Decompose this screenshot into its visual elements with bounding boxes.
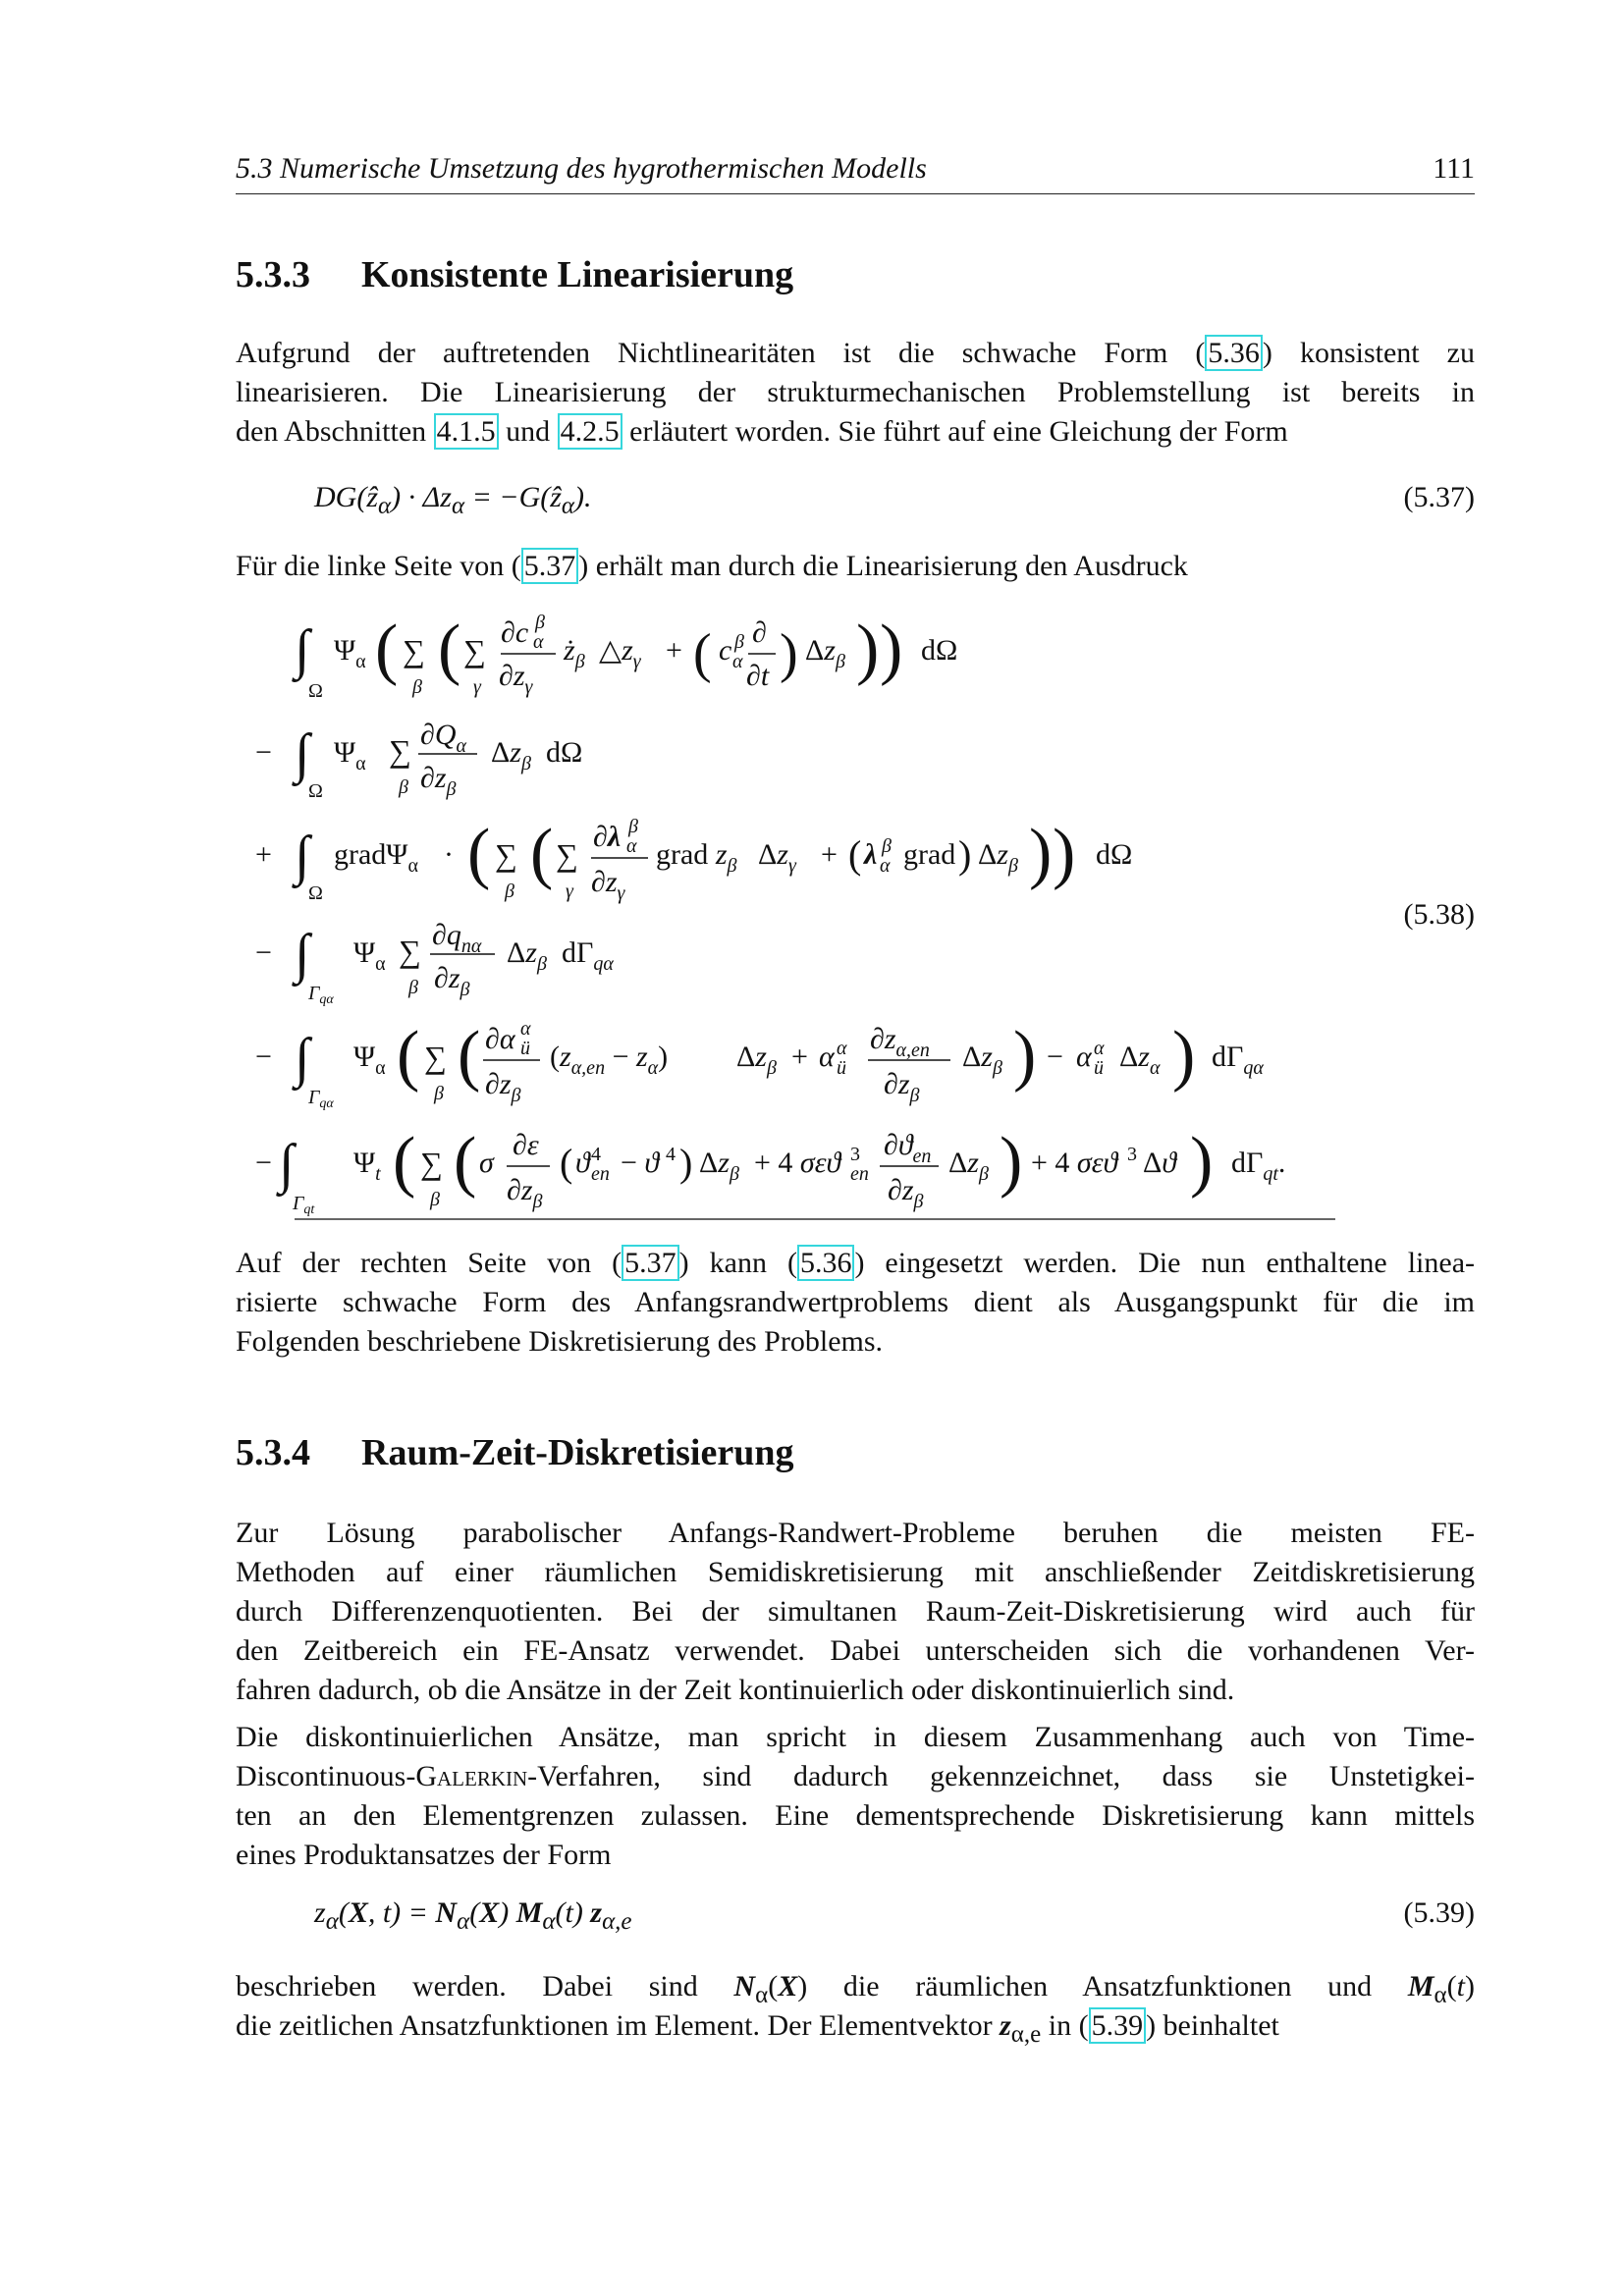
svg-text:(: ( — [393, 1124, 416, 1200]
svg-text:β: β — [430, 1189, 440, 1210]
text-line: die zeitlichen Ansatzfunktionen im Element. Der Elementvektor $z_{\alpha,e}$ in ( 5.39 ) beinhaltet — [236, 2009, 1279, 2048]
svg-text:+ 4 σεϑ: + 4 σεϑ — [1031, 1147, 1118, 1179]
svg-text:): ) — [856, 612, 880, 687]
svg-text:α: α — [732, 651, 743, 672]
section-number: 5.3.4 — [236, 1432, 310, 1473]
svg-text:∫: ∫ — [295, 826, 310, 886]
text-line: Aufgrund der auftretenden Nichtlinearitäten ist die schwache Form ( 5.36 ) konsistent zu — [236, 337, 1475, 369]
svg-text:∂ε: ∂ε — [513, 1129, 539, 1161]
svg-text:σ: σ — [479, 1147, 494, 1179]
svg-text:△zγ: $\triangle z_\gamma$ — [599, 634, 641, 672]
svg-text:gradΨα: gradΨ$_\alpha$ — [334, 838, 418, 877]
svg-text:β: β — [408, 977, 418, 998]
svg-text:): ) — [1029, 816, 1053, 891]
svg-text:Γqα: $\Gamma_{q\alpha}$ — [308, 983, 334, 1007]
svg-text:Ψα: $\Psi_\alpha$ — [353, 936, 386, 975]
equation-link[interactable]: 5.39 — [1089, 2007, 1147, 2044]
text-line: Die diskontinuierlichen Ansätze, man spricht in diesem Zusammenhang auch von Time- — [236, 1721, 1475, 1753]
svg-text:λ: λ — [864, 838, 878, 871]
equation-link[interactable]: 5.37 — [521, 548, 579, 584]
text-line: Auf der rechten Seite von ( 5.37 ) kann ( 5.36 ) eingesetzt werden. Die nun enthaltene linea- — [236, 1247, 1475, 1279]
svg-text:∂zβ: $\partial z_\beta$ — [884, 1068, 920, 1106]
svg-text:α: α — [1076, 1041, 1092, 1073]
section-number: 5.3.3 — [236, 254, 310, 295]
equation-link[interactable]: 5.36 — [1205, 335, 1263, 371]
svg-text:): ) — [679, 1141, 693, 1185]
svg-text:α: α — [837, 1038, 847, 1059]
svg-text:∂c: ∂c — [501, 616, 529, 649]
equation-539 — [236, 1896, 1475, 1936]
svg-text:−: − — [255, 736, 272, 769]
svg-text:∑: ∑ — [403, 633, 425, 668]
equation-link[interactable]: 5.36 — [797, 1245, 855, 1281]
svg-text:∂zβ: $\partial z_\beta$ — [507, 1174, 543, 1212]
svg-text:∂zβ: $\partial z_\beta$ — [420, 762, 457, 800]
svg-text:en: en — [850, 1163, 869, 1185]
svg-text:grad: grad — [903, 838, 956, 871]
section-heading-534 — [236, 1431, 794, 1474]
svg-text:(: ( — [693, 623, 712, 684]
svg-text:−: − — [255, 936, 272, 969]
svg-text:): ) — [958, 832, 972, 877]
svg-text:α: α — [520, 1018, 531, 1040]
svg-text:∫: ∫ — [295, 619, 310, 680]
svg-text:∫: ∫ — [279, 1134, 295, 1195]
svg-text:ϑ: ϑ — [575, 1147, 590, 1179]
section-title: Raum-Zeit-Diskretisierung — [361, 1432, 794, 1473]
equation-tag: (5.39) — [1403, 1896, 1475, 1929]
svg-text:Δzα: $\Delta z_\alpha$ — [1119, 1041, 1161, 1079]
svg-text:β: β — [882, 835, 892, 857]
galerkin-name: Galerkin — [415, 1760, 528, 1792]
svg-text:(: ( — [375, 612, 399, 687]
paragraph-3 — [236, 1244, 1475, 1362]
svg-text:γ: γ — [566, 881, 573, 902]
svg-text:γ: γ — [473, 676, 481, 698]
svg-text:β: β — [399, 776, 408, 798]
svg-text:(: ( — [438, 612, 461, 687]
svg-text:α: α — [819, 1041, 835, 1073]
svg-text:−: − — [255, 1147, 272, 1179]
svg-text:∂Qα: $\partial Q_\alpha$ — [420, 719, 466, 757]
svg-text:Ω: Ω — [308, 680, 323, 702]
svg-text:Δzγ: $\Delta z_\gamma$ — [758, 838, 796, 877]
svg-text:Δzβ: $\Delta z_\beta$ — [978, 838, 1018, 877]
svg-text:3: 3 — [1127, 1144, 1137, 1165]
svg-text:Δzβ: $\Delta z_\beta$ — [805, 634, 845, 672]
svg-text:β: β — [505, 881, 514, 902]
svg-text:): ) — [1172, 1018, 1196, 1094]
svg-text:∂: ∂ — [752, 616, 767, 649]
svg-text:∂zβ: $\partial z_\beta$ — [888, 1174, 924, 1212]
svg-text:dΩ: dΩ — [921, 634, 958, 667]
svg-text:∑: ∑ — [463, 633, 486, 668]
text-line: Zur Lösung parabolischer Anfangs-Randwert-Probleme beruhen die meisten FE- — [236, 1517, 1475, 1549]
svg-text:(: ( — [560, 1141, 573, 1185]
svg-text:4: 4 — [666, 1144, 676, 1165]
section-link[interactable]: 4.2.5 — [558, 413, 622, 450]
svg-text:dΓqα: $d\Gamma_{q\alpha}$ — [562, 936, 614, 975]
paragraph-4 — [236, 1514, 1475, 1710]
svg-text:Γqα: $\Gamma_{q\alpha}$ — [308, 1087, 334, 1111]
svg-text:(: ( — [467, 816, 491, 891]
svg-text:α: α — [533, 631, 544, 653]
text-line: linearisieren. Die Linearisierung der strukturmechanischen Problemstellung ist bereits in — [236, 376, 1475, 408]
equation-tag: (5.37) — [1403, 481, 1475, 513]
equation-tag: (5.38) — [1403, 898, 1475, 931]
svg-text:Γqt: $\Gamma_{qt}$ — [293, 1193, 315, 1217]
svg-text:dΩ: dΩ — [546, 736, 583, 769]
svg-text:∂zβ: $\partial z_\beta$ — [485, 1068, 521, 1106]
paragraph-2 — [236, 547, 1475, 586]
svg-text:α: α — [626, 835, 637, 857]
svg-text:Ω: Ω — [308, 882, 323, 904]
svg-text:grad zβ: grad $z_\beta$ — [656, 838, 737, 877]
text-line: den Zeitbereich ein FE-Ansatz verwendet. Dabei unterscheiden sich die vorhandenen Ver- — [236, 1634, 1475, 1667]
svg-text:): ) — [1013, 1018, 1037, 1094]
svg-text:∂zβ: $\partial z_\beta$ — [434, 962, 470, 1000]
svg-text:Δzβ: $\Delta z_\beta$ — [699, 1147, 739, 1185]
svg-text:Δϑ: Δϑ — [1143, 1147, 1177, 1179]
text-line: eines Produktansatzes der Form — [236, 1839, 612, 1871]
svg-text:∑: ∑ — [424, 1040, 447, 1075]
text-line: beschrieben werden. Dabei sind $N_\alpha(X)$ die räumlichen Ansatzfunktionen und $M_\alpha(t)$ — [236, 1970, 1475, 2008]
equation-link[interactable]: 5.37 — [622, 1245, 679, 1281]
svg-text:dΓqα: $d\Gamma_{q\alpha}$ — [1212, 1041, 1264, 1079]
equation-538 — [255, 599, 1475, 1227]
page-number: 111 — [1433, 152, 1475, 185]
svg-text:β: β — [535, 612, 545, 633]
svg-text:β: β — [412, 676, 422, 698]
svg-text:∫: ∫ — [295, 1028, 310, 1089]
svg-text:∂t: ∂t — [746, 660, 770, 692]
text-line: ten an den Elementgrenzen zulassen. Eine dementsprechende Diskretisierung kann mittels — [236, 1799, 1475, 1832]
svg-text:−: − — [1047, 1041, 1063, 1073]
equation-538-graphic — [255, 599, 1335, 1227]
svg-text:dΓqt.: $d\Gamma_{qt}$. — [1231, 1147, 1286, 1185]
svg-text:∫: ∫ — [295, 924, 310, 985]
section-heading-533 — [236, 253, 793, 296]
svg-text:(: ( — [458, 1018, 481, 1094]
svg-text:Ψα: $\Psi_\alpha$ — [353, 1041, 386, 1079]
section-title: Konsistente Linearisierung — [361, 254, 794, 295]
svg-text:Ψα: $\Psi_\alpha$ — [334, 736, 366, 774]
svg-text:ü: ü — [520, 1038, 530, 1059]
svg-text:dΩ: dΩ — [1096, 838, 1133, 871]
svg-text:·: · — [444, 838, 454, 871]
svg-text:Ψα: $\Psi_\alpha$ — [334, 634, 366, 672]
svg-text:Ω: Ω — [308, 780, 323, 802]
svg-text:c: c — [719, 634, 732, 667]
svg-text:Ψt: $\Psi_t$ — [353, 1147, 381, 1185]
svg-text:Δzβ: $\Delta z_\beta$ — [962, 1041, 1002, 1079]
svg-text:3: 3 — [850, 1144, 860, 1165]
svg-text:β: β — [628, 816, 638, 837]
svg-text:Δzβ: $\Delta z_\beta$ — [507, 936, 547, 975]
svg-text:(: ( — [848, 832, 862, 877]
svg-text:(zα,en − zα): $(z_{\alpha,en} - z_\alpha)$ — [550, 1041, 669, 1079]
text-line: fahren dadurch, ob die Ansätze in der Zeit kontinuierlich oder diskontinuierlich sind. — [236, 1674, 1235, 1706]
svg-text:+: + — [255, 838, 272, 871]
svg-text:Δzβ: $\Delta z_\beta$ — [491, 736, 531, 774]
text-line: risierte schwache Form des Anfangsrandwertproblems dient als Ausgangspunkt für die im — [236, 1286, 1475, 1318]
paragraph-5 — [236, 1718, 1475, 1875]
svg-text:∑: ∑ — [389, 733, 411, 769]
svg-text:∑: ∑ — [399, 934, 421, 969]
svg-text:): ) — [780, 623, 798, 684]
svg-text:∑: ∑ — [495, 837, 517, 873]
svg-text:): ) — [1000, 1124, 1023, 1200]
svg-text:(: ( — [454, 1124, 477, 1200]
header-rule — [236, 193, 1475, 194]
svg-text:): ) — [880, 612, 903, 687]
svg-text:−: − — [255, 1041, 272, 1073]
svg-text:ü: ü — [1094, 1057, 1104, 1079]
equation-body: DG(ẑ$_\alpha$) · $\Delta z_\alpha$ = −G(ẑ$_\alpha$). — [314, 481, 592, 519]
svg-text:Δzβ: $\Delta z_\beta$ — [736, 1041, 777, 1079]
running-header — [236, 152, 1475, 186]
svg-text:∂ϑen: $\partial ϑ_{en}$ — [884, 1129, 932, 1167]
text-line: durch Differenzenquotienten. Bei der simultanen Raum-Zeit-Diskretisierung wird auch für — [236, 1595, 1475, 1628]
svg-text:∑: ∑ — [556, 837, 578, 873]
svg-text:): ) — [1053, 816, 1076, 891]
svg-text:(: ( — [530, 816, 554, 891]
svg-text:ü: ü — [837, 1057, 846, 1079]
text-line: den Abschnitten 4.1.5 und 4.2.5 erläutert worden. Sie führt auf eine Gleichung der Form — [236, 415, 1288, 448]
text-line: Methoden auf einer räumlichen Semidiskretisierung mit anschließender Zeitdiskretisierung — [236, 1556, 1475, 1588]
svg-text:∂qnα: $\partial q_{n\alpha}$ — [432, 919, 482, 957]
equation-537 — [236, 481, 1475, 520]
svg-text:∂zγ: $\partial z_\gamma$ — [591, 866, 625, 904]
paragraph-1 — [236, 334, 1475, 452]
svg-text:Δzβ: $\Delta z_\beta$ — [948, 1147, 989, 1185]
svg-text:+: + — [821, 838, 838, 871]
svg-text:en: en — [591, 1163, 610, 1185]
svg-text:(: ( — [397, 1018, 420, 1094]
svg-text:∑: ∑ — [420, 1146, 443, 1181]
svg-text:α: α — [1094, 1038, 1105, 1059]
svg-text:− ϑ: − ϑ — [621, 1147, 660, 1179]
svg-text:β: β — [434, 1083, 444, 1104]
svg-text:∂α: ∂α — [485, 1023, 515, 1055]
text-line: Folgenden beschriebene Diskretisierung des Problems. — [236, 1325, 884, 1358]
svg-text:żβ: $ż_\beta$ — [564, 634, 585, 672]
section-link[interactable]: 4.1.5 — [434, 413, 499, 450]
running-title: 5.3 Numerische Umsetzung des hygrothermischen Modells — [236, 152, 927, 185]
paragraph-6 — [236, 1967, 1475, 2046]
svg-text:∂zγ: $\partial z_\gamma$ — [499, 660, 533, 698]
svg-text:+ 4 σεϑ: + 4 σεϑ — [754, 1147, 841, 1179]
svg-text:∂λ: ∂λ — [593, 821, 622, 853]
equation-body: $z_\alpha(X$, $t) = N_\alpha(X)$ $M_\alpha(t)$ $z_{\alpha,e}$ — [314, 1896, 632, 1935]
svg-text:∫: ∫ — [295, 723, 310, 784]
text-line: Für die linke Seite von ( 5.37 ) erhält man durch die Linearisierung den Ausdruck — [236, 550, 1188, 582]
svg-text:4: 4 — [591, 1144, 601, 1165]
svg-text:+: + — [791, 1041, 808, 1073]
text-line: Discontinuous-Galerkin-Verfahren, sind dadurch gekennzeichnet, dass sie Unstetigkei- — [236, 1760, 1475, 1792]
svg-text:∂zα,en: $\partial z_{\alpha,en}$ — [870, 1023, 930, 1061]
svg-text:β: β — [734, 631, 744, 653]
svg-text:α: α — [880, 855, 891, 877]
svg-text:+: + — [666, 634, 682, 667]
svg-text:): ) — [1190, 1124, 1214, 1200]
